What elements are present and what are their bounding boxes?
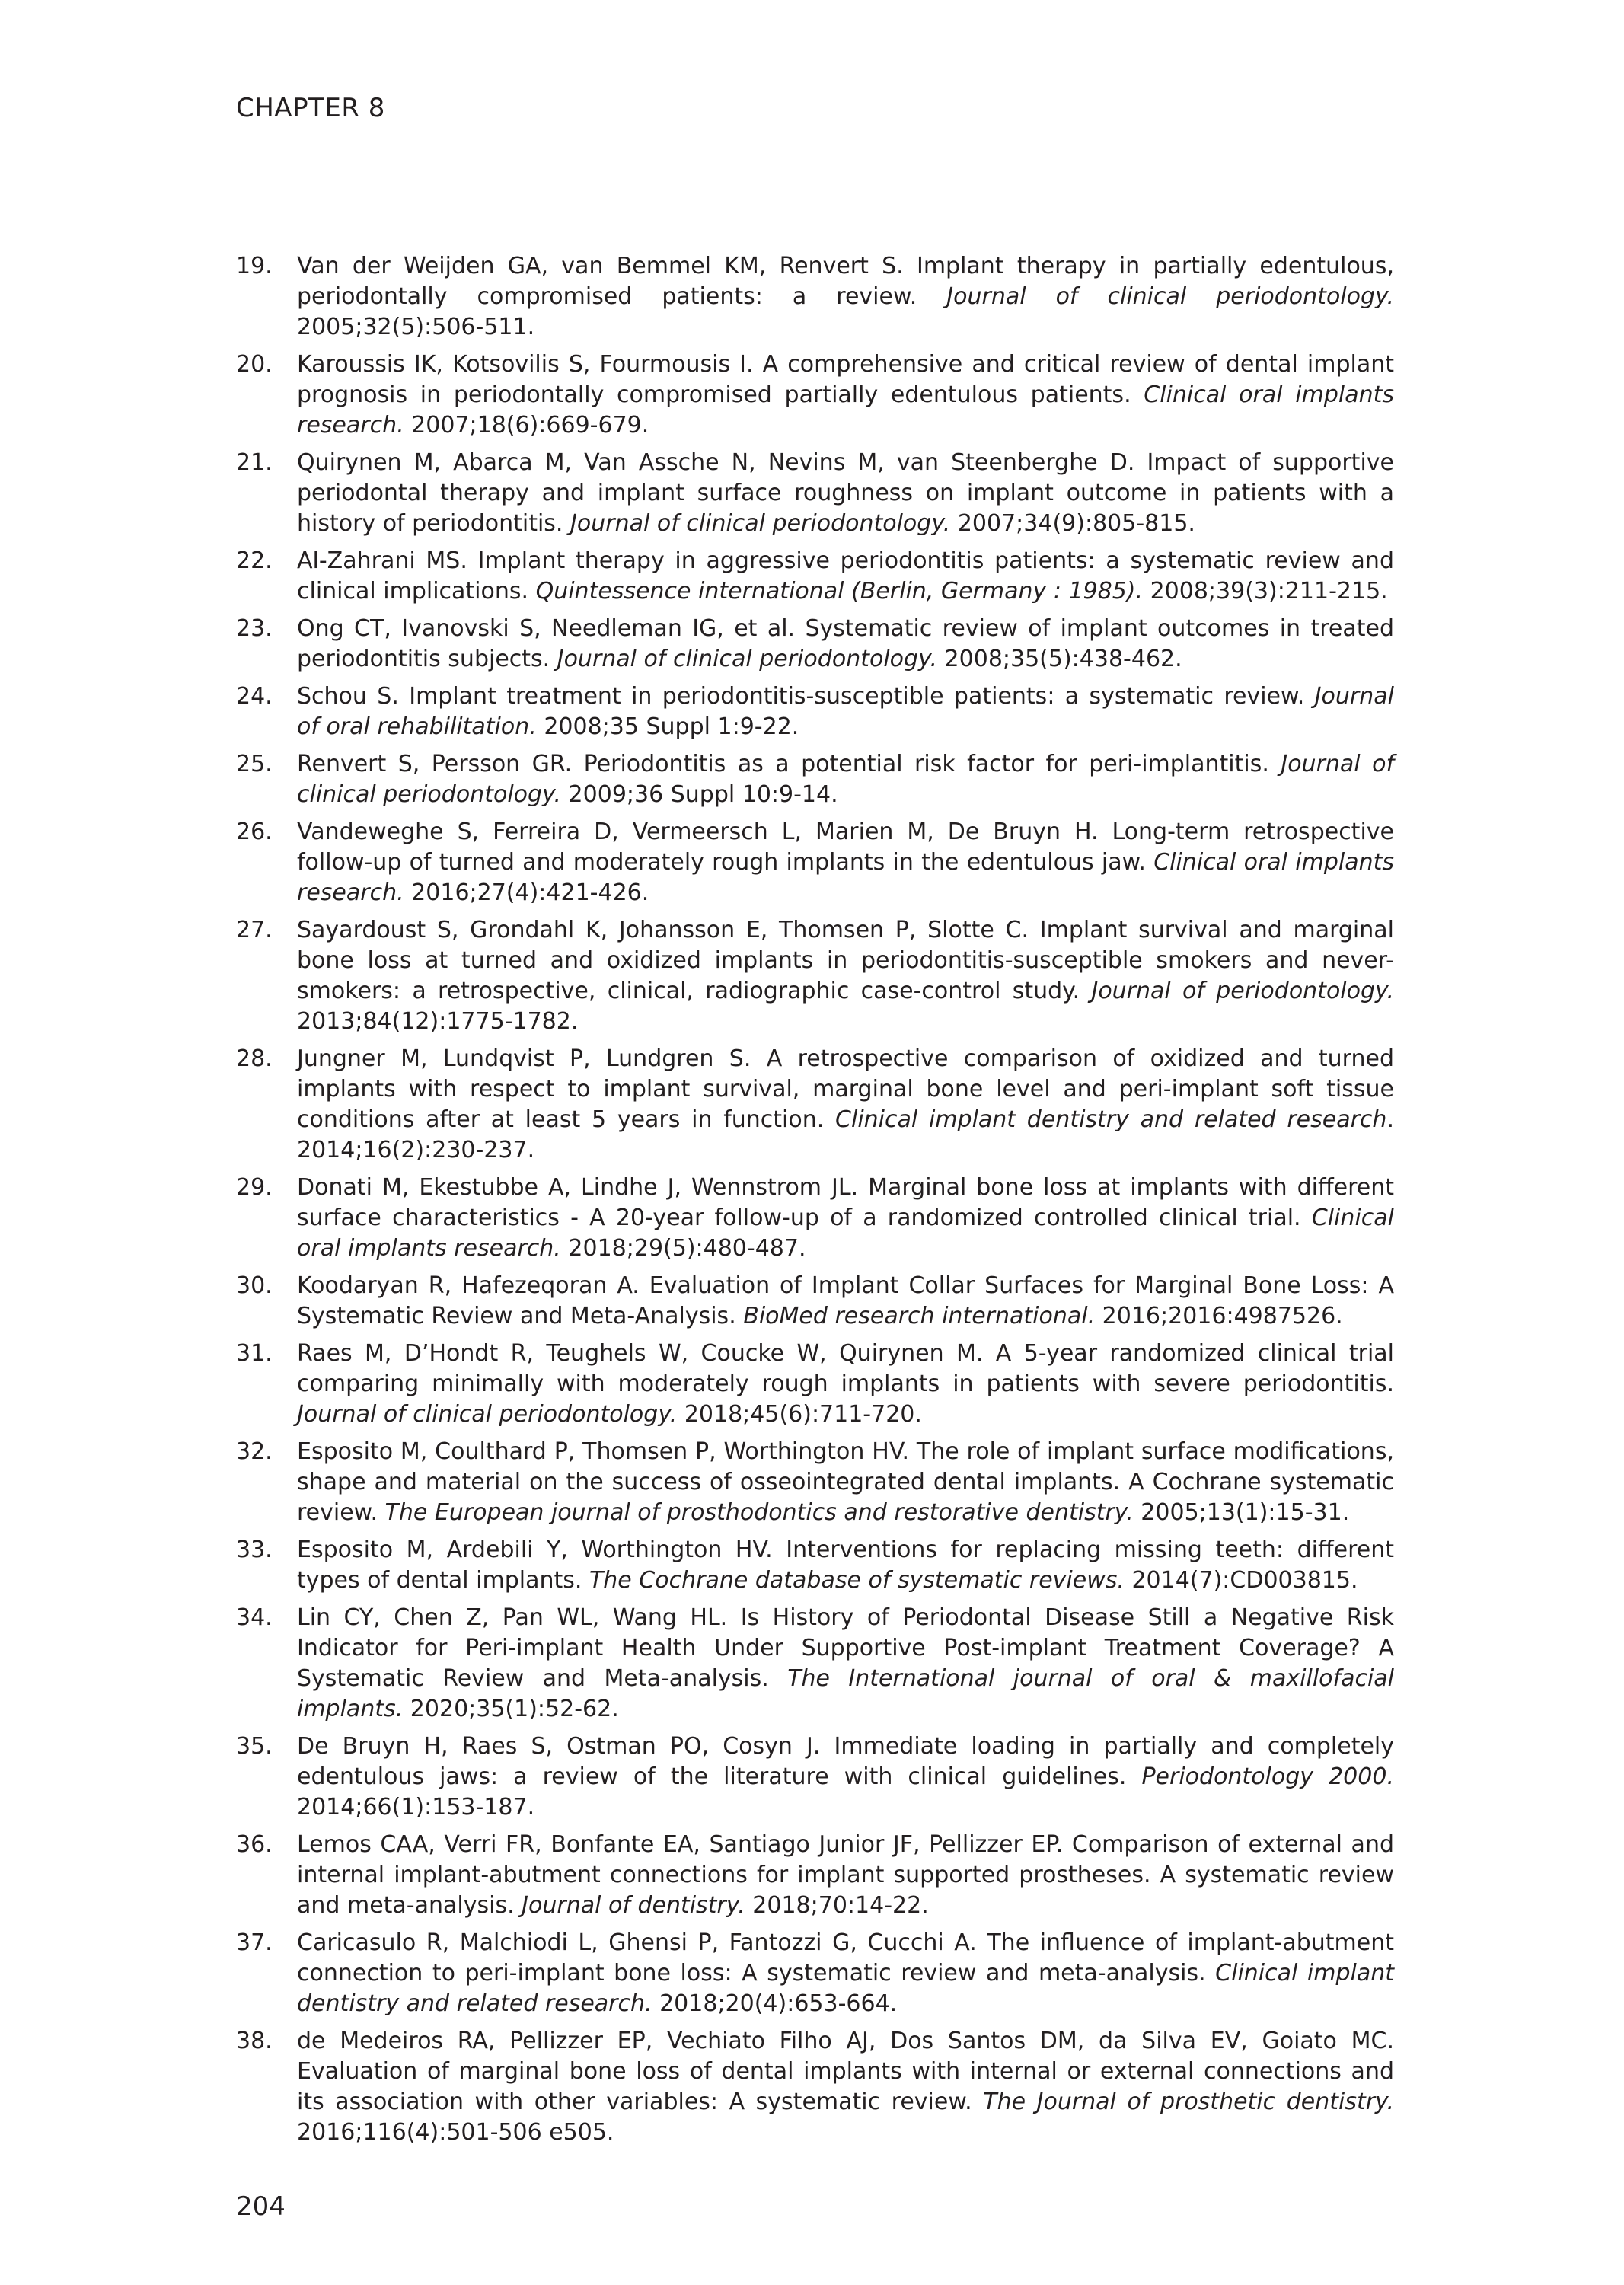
page-number: 204 [236,2191,286,2222]
reference-number: 31. [236,1340,273,1367]
reference-number: 21. [236,449,273,476]
reference-citation: 2008;35(5):438-462. [937,646,1182,672]
reference-text: Esposito M, Ardebili Y, Worthington HV. Interventions for replacing missing teeth: different types of dental implants. [297,1537,1394,1594]
reference-number: 19. [236,253,273,279]
reference-text: Esposito M, Coulthard P, Thomsen P, Worthington HV. The role of implant surface modifications, shape and material on the success of osseointegrated dental implants. A Cochrane systematic review. [297,1438,1394,1526]
reference-text: Lin CY, Chen Z, Pan WL, Wang HL. Is History of Periodontal Disease Still a Negative Risk Indicator for Peri-implant Health Under Supportive Post-implant Treatment Coverage? A Systematic Review and Meta-analysis. [297,1604,1394,1692]
reference-number: 22. [236,547,273,574]
reference-item [236,2026,1394,2148]
reference-number: 20. [236,351,273,378]
reference-journal: Clinical implant dentistry and related research [835,1106,1387,1133]
reference-citation: 2008;35 Suppl 1:9-22. [536,713,799,740]
reference-item [236,1271,1394,1332]
reference-journal: The Cochrane database of systematic reviews. [589,1567,1125,1594]
reference-item [236,1173,1394,1264]
reference-item [236,251,1394,343]
reference-journal: Clinical oral implants research. [297,849,1394,906]
reference-number: 23. [236,615,273,642]
reference-number: 28. [236,1045,273,1072]
reference-citation: 2013;84(12):1775-1782. [297,1008,579,1035]
reference-item [236,448,1394,539]
reference-item [236,614,1394,675]
reference-journal: The Journal of prosthetic dentistry. [983,2089,1395,2115]
reference-number: 27. [236,917,273,943]
reference-text: de Medeiros RA, Pellizzer EP, Vechiato Filho AJ, Dos Santos DM, da Silva EV, Goiato MC. Evaluation of marginal bone loss of dental implants with internal or external connections and its association with other variables: A systematic review. [297,2028,1394,2115]
reference-journal: Journal of clinical periodontology. [297,1401,678,1428]
reference-number: 34. [236,1604,273,1631]
reference-text: Renvert S, Persson GR. Periodontitis as a potential risk factor for peri-implantitis. [297,751,1281,777]
reference-citation: 2018;45(6):711-720. [677,1401,922,1428]
reference-item [236,1731,1394,1823]
reference-journal: Journal of clinical periodontology. [946,283,1394,310]
reference-citation: . 2014;16(2):230-237. [297,1106,1394,1163]
reference-citation: 2020;35(1):52-62. [403,1696,619,1722]
reference-citation: 2005;13(1):15-31. [1133,1499,1350,1526]
reference-citation: 2014;66(1):153-187. [297,1794,535,1821]
reference-journal: Clinical implant dentistry and related research. [297,1960,1394,2017]
reference-journal: Periodontology 2000. [1141,1763,1394,1790]
reference-item [236,915,1394,1037]
reference-text: Raes M, D’Hondt R, Teughels W, Coucke W, Quirynen M. A 5-year randomized clinical trial comparing minimally with moderately rough implants in patients with severe periodontitis. [297,1340,1394,1397]
reference-item [236,1928,1394,2019]
reference-item [236,1603,1394,1725]
reference-text: Caricasulo R, Malchiodi L, Ghensi P, Fantozzi G, Cucchi A. The influence of implant-abutment connection to peri-implant bone loss: A systematic review and meta-analysis. [297,1929,1394,1987]
reference-text: Al-Zahrani MS. Implant therapy in aggressive periodontitis patients: a systematic review and clinical implications. [297,547,1394,605]
reference-list [236,251,1394,2155]
reference-citation: 2007;18(6):669-679. [404,412,649,439]
reference-number: 30. [236,1272,273,1299]
reference-text: Donati M, Ekestubbe A, Lindhe J, Wennstrom JL. Marginal bone loss at implants with different surface characteristics - A 20-year follow-up of a randomized controlled clinical trial. [297,1174,1394,1231]
reference-item [236,1437,1394,1528]
reference-number: 33. [236,1537,273,1563]
reference-citation: 2018;70:14-22. [745,1892,929,1919]
reference-text: Quirynen M, Abarca M, Van Assche N, Nevins M, van Steenberghe D. Impact of supportive periodontal therapy and implant surface roughness on implant outcome in patients with a history of periodontitis. [297,449,1394,537]
reference-citation: 2018;29(5):480-487. [560,1235,806,1262]
chapter-header: CHAPTER 8 [236,93,385,123]
reference-journal: Journal of clinical periodontology. [557,646,938,672]
reference-text: Koodaryan R, Hafezeqoran A. Evaluation of Implant Collar Surfaces for Marginal Bone Loss: A Systematic Review and Meta-Analysis. [297,1272,1394,1329]
reference-citation: 2016;2016:4987526. [1095,1303,1343,1329]
reference-number: 38. [236,2028,273,2054]
reference-item [236,681,1394,742]
reference-citation: 2007;34(9):805-815. [950,510,1195,537]
reference-number: 26. [236,819,273,845]
reference-number: 25. [236,751,273,777]
reference-number: 36. [236,1831,273,1858]
reference-citation: 2005;32(5):506-511. [297,314,535,340]
reference-item [236,546,1394,607]
reference-number: 37. [236,1929,273,1956]
reference-text: Sayardoust S, Grondahl K, Johansson E, Thomsen P, Slotte C. Implant survival and marginal bone loss at turned and oxidized implants in periodontitis-susceptible smokers and never-smokers: a retrospective, clinical, radiographic case-control study. [297,917,1394,1004]
reference-text: De Bruyn H, Raes S, Ostman PO, Cosyn J. Immediate loading in partially and completely edentulous jaws: a review of the literature with clinical guidelines. [297,1733,1394,1790]
reference-journal: Journal of periodontology. [1091,978,1394,1004]
reference-text: Jungner M, Lundqvist P, Lundgren S. A retrospective comparison of oxidized and turned implants with respect to implant survival, marginal bone level and peri-implant soft tissue conditions after at least 5 years in function. [297,1045,1394,1133]
reference-citation: 2016;27(4):421-426. [404,879,649,906]
reference-journal: Journal of dentistry. [522,1892,745,1919]
reference-journal: The European journal of prosthodontics and restorative dentistry. [384,1499,1134,1526]
reference-journal: Clinical oral implants research. [297,1205,1394,1262]
reference-text: Schou S. Implant treatment in periodontitis-susceptible patients: a systematic review. [297,683,1315,710]
reference-journal: Journal of oral rehabilitation. [297,683,1394,740]
reference-item [236,817,1394,908]
reference-number: 35. [236,1733,273,1760]
reference-journal: BioMed research international. [743,1303,1096,1329]
reference-journal: Clinical oral implants research. [297,381,1394,439]
reference-number: 29. [236,1174,273,1201]
reference-item [236,1044,1394,1166]
reference-item [236,749,1394,810]
reference-citation: 2018;20(4):653-664. [652,1990,898,2017]
reference-number: 32. [236,1438,273,1465]
reference-journal: The International journal of oral & maxillofacial implants. [297,1665,1394,1722]
reference-item [236,1535,1394,1596]
reference-citation: 2008;39(3):211-215. [1143,578,1388,605]
reference-number: 24. [236,683,273,710]
reference-text: Van der Weijden GA, van Bemmel KM, Renvert S. Implant therapy in partially edentulous, periodontally compromised patients: a review. [297,253,1394,310]
reference-journal: Quintessence international (Berlin, Germany : 1985). [535,578,1144,605]
reference-item [236,1339,1394,1430]
reference-journal: Journal of clinical periodontology. [570,510,951,537]
reference-text: Vandeweghe S, Ferreira D, Vermeersch L, Marien M, De Bruyn H. Long-term retrospective follow-up of turned and moderately rough implants in the edentulous jaw. [297,819,1394,876]
reference-text: Karoussis IK, Kotsovilis S, Fourmousis I. A comprehensive and critical review of dental implant prognosis in periodontally compromised partially edentulous patients. [297,351,1394,408]
reference-text: Ong CT, Ivanovski S, Needleman IG, et al. Systematic review of implant outcomes in treated periodontitis subjects. [297,615,1394,672]
reference-citation: 2009;36 Suppl 10:9-14. [561,781,838,808]
reference-item [236,1830,1394,1921]
reference-item [236,349,1394,441]
reference-journal: Journal of clinical periodontology. [297,751,1395,808]
reference-text: Lemos CAA, Verri FR, Bonfante EA, Santiago Junior JF, Pellizzer EP. Comparison of external and internal implant-abutment connections for implant supported prostheses. A systematic review and meta-analysis. [297,1831,1394,1919]
reference-citation: 2016;116(4):501-506 e505. [297,2119,614,2146]
reference-citation: 2014(7):CD003815. [1124,1567,1358,1594]
